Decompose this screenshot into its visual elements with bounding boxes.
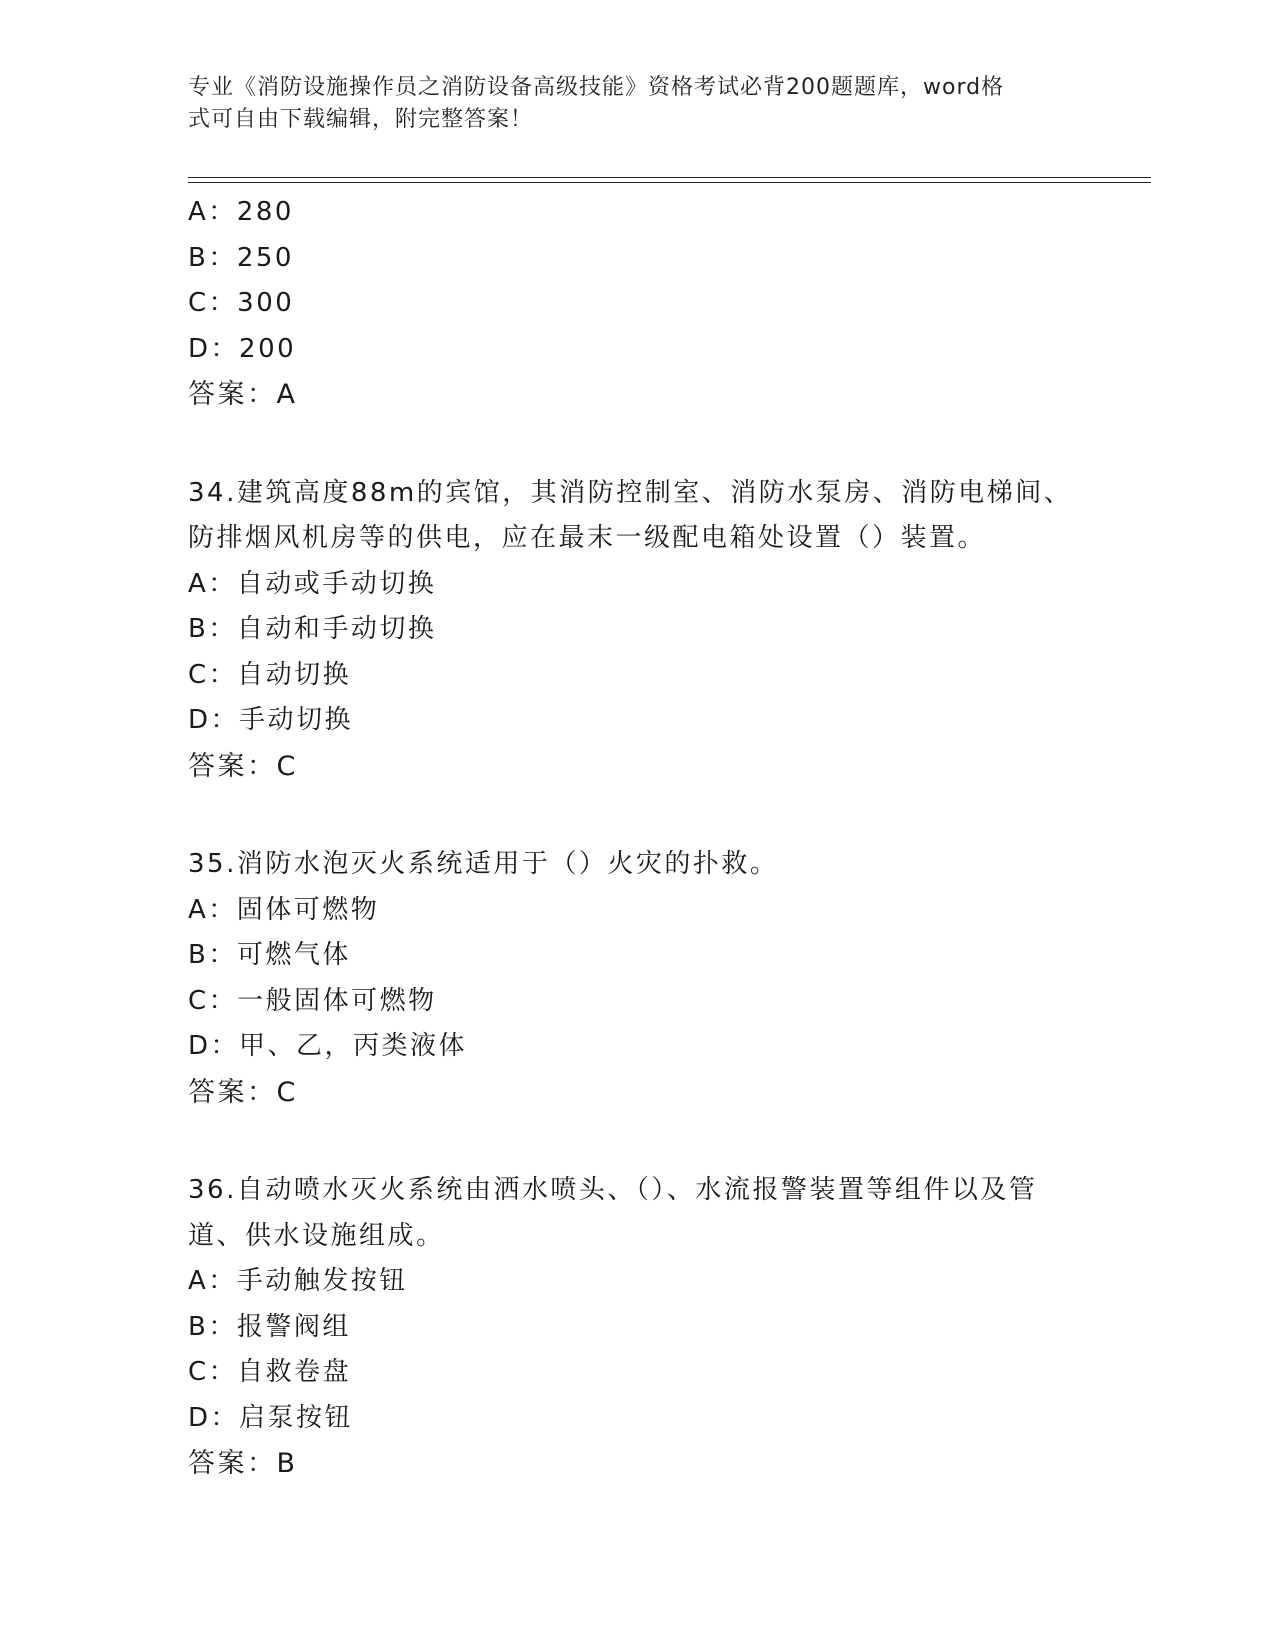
header-line-2: 式可自由下载编辑，附完整答案！ <box>188 107 534 132</box>
option-b: B：可燃气体 <box>188 940 351 970</box>
question-text-continued: 道、供水设施组成。 <box>188 1220 445 1251</box>
option-c: C：自救卷盘 <box>188 1357 352 1387</box>
option-d: D：手动切换 <box>188 705 354 735</box>
option-b: B：250 <box>188 242 294 273</box>
question-block-34 <box>188 471 1128 790</box>
option-d: D：甲、乙，丙类液体 <box>188 1031 468 1061</box>
header-divider-top <box>188 177 1151 178</box>
question-text: 36.自动喷水灭火系统由洒水喷头、（）、水流报警装置等组件以及管 <box>188 1175 1038 1205</box>
answer-line: 答案：B <box>188 1448 298 1479</box>
option-d: D：200 <box>188 333 297 364</box>
option-a: A：手动触发按钮 <box>188 1266 408 1296</box>
question-block-36 <box>188 1168 1128 1487</box>
option-d: D：启泵按钮 <box>188 1402 354 1433</box>
option-c: C：自动切换 <box>188 659 352 690</box>
question-block-prev <box>188 190 1128 418</box>
option-a: A：280 <box>188 197 294 227</box>
document-body <box>188 190 1128 1487</box>
option-a: A：固体可燃物 <box>188 894 380 925</box>
question-text: 34.建筑高度88m的宾馆，其消防控制室、消防水泵房、消防电梯间、 <box>188 477 1073 508</box>
document-header <box>188 72 1068 136</box>
answer-line: 答案：A <box>188 379 298 410</box>
option-b: B：报警阀组 <box>188 1311 351 1342</box>
option-c: C：一般固体可燃物 <box>188 985 437 1016</box>
header-divider-bottom <box>188 182 1151 183</box>
question-text-continued: 防排烟风机房等的供电，应在最末一级配电箱处设置（）装置。 <box>188 523 987 553</box>
question-block-35 <box>188 842 1128 1115</box>
option-b: B：自动和手动切换 <box>188 614 437 644</box>
header-line-1: 专业《消防设施操作员之消防设备高级技能》资格考试必背200题题库，word格 <box>188 75 1005 100</box>
question-text: 35.消防水泡灭火系统适用于（）火灾的扑救。 <box>188 849 779 879</box>
answer-line: 答案：C <box>188 1076 298 1108</box>
option-a: A：自动或手动切换 <box>188 568 437 599</box>
answer-line: 答案：C <box>188 750 298 782</box>
option-c: C：300 <box>188 288 295 318</box>
